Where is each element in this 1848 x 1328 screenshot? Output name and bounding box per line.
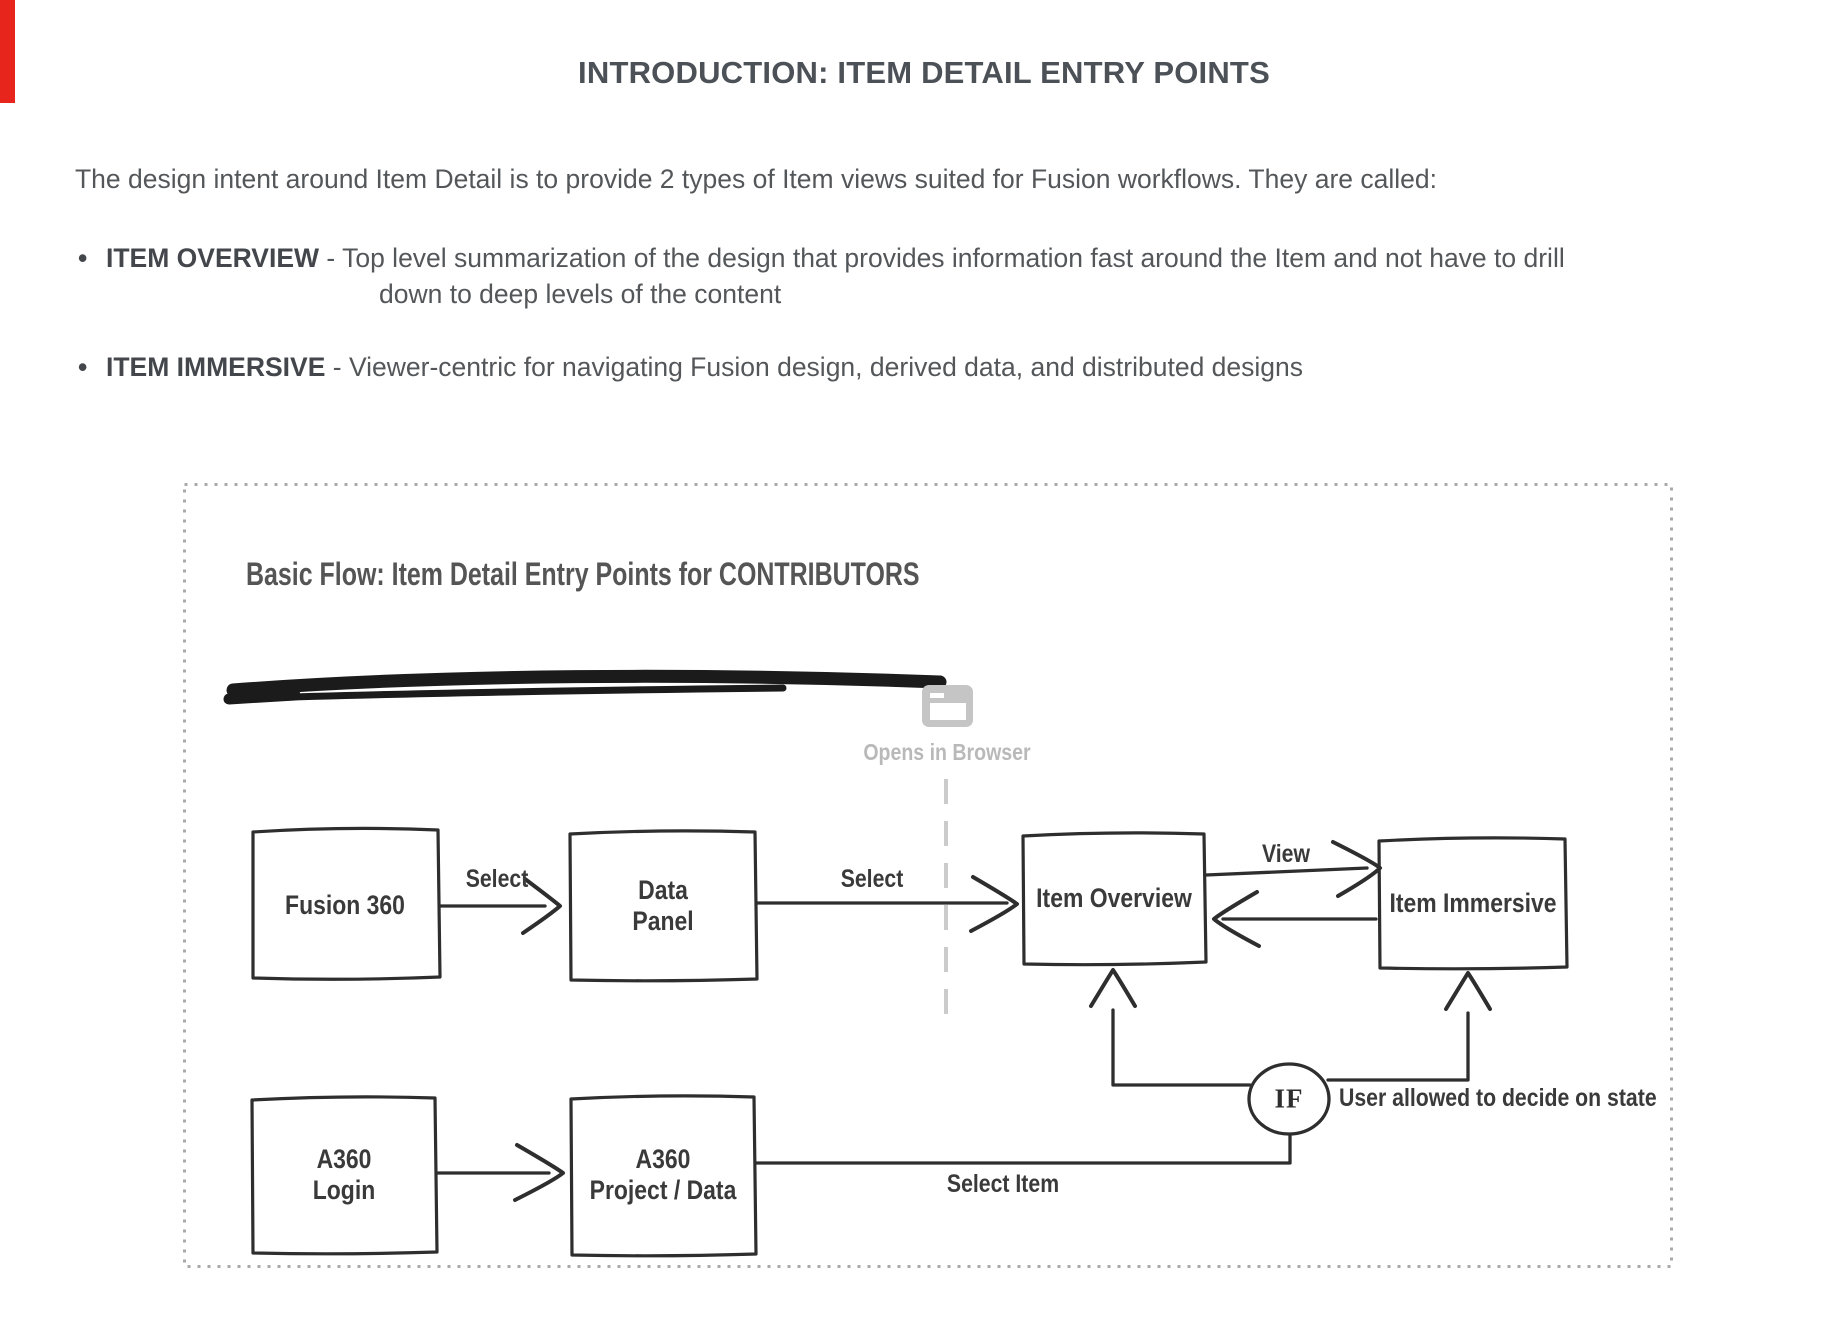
label-a360-login: A360 Login (312, 1144, 376, 1205)
marker-underline (229, 676, 940, 699)
bullet-desc-line2: down to deep levels of the content (379, 279, 782, 309)
browser-icon (922, 685, 973, 727)
bullet-marker: • (78, 243, 88, 273)
diagram-title: Basic Flow: Item Detail Entry Points for CONTRIBUTORS (246, 556, 920, 592)
bullet-desc-line1: Top level summarization of the design that provides information fast around the Item and not have to drill (342, 243, 1565, 273)
arrow-if-to-item-immersive (1328, 973, 1490, 1080)
label-select-data-panel: Select (840, 865, 904, 893)
label-view: View (1261, 840, 1311, 868)
label-fusion-360: Fusion 360 (285, 890, 405, 920)
page-title: INTRODUCTION: ITEM DETAIL ENTRY POINTS (578, 55, 1270, 90)
bullet-text (106, 349, 1303, 385)
flow-diagram-canvas (183, 483, 1673, 1268)
label-item-immersive: Item Immersive (1389, 888, 1557, 918)
label-item-overview: Item Overview (1036, 883, 1192, 913)
opens-in-browser-caption: Opens in Browser (863, 739, 1031, 765)
flow-diagram (183, 483, 1673, 1268)
bullet-desc-line1: Viewer-centric for navigating Fusion design, derived data, and distributed designs (348, 352, 1304, 382)
label-data-panel: Data Panel (632, 875, 694, 936)
label-a360-project-data: A360 Project / Data (589, 1144, 737, 1205)
bullet-item-overview (78, 240, 1565, 312)
label-select-fusion: Select (465, 865, 529, 893)
bullet-separator: - (325, 352, 349, 382)
bullet-separator: - (319, 243, 343, 273)
label-select-item: Select Item (946, 1170, 1060, 1198)
bullet-label: ITEM IMMERSIVE (106, 352, 326, 382)
bullet-marker: • (78, 352, 88, 382)
label-if-caption: User allowed to decide on state (1339, 1084, 1657, 1112)
arrow-if-to-item-overview (1091, 970, 1250, 1085)
if-badge-text: IF (1274, 1083, 1304, 1114)
arrow-login-to-project (438, 1145, 563, 1200)
bullet-label: ITEM OVERVIEW (106, 243, 320, 273)
bullet-item-immersive (78, 349, 1303, 385)
intro-paragraph: The design intent around Item Detail is to provide 2 types of Item views suited for Fusion workflows. They are called: (75, 164, 1437, 194)
arrow-immersive-to-overview (1214, 892, 1376, 946)
bullet-text (106, 240, 1565, 312)
line-select-item-to-if (756, 1136, 1290, 1163)
